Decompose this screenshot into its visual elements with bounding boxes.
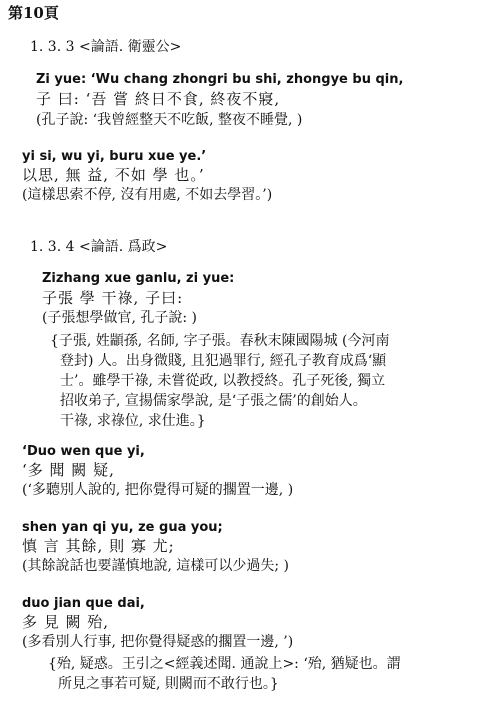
translation-line: (其餘說話也要謹慎地說, 這樣可以少過失; ) [22,558,289,574]
section-heading: 1. 3. 3 <論語. 衛靈公> [30,39,182,55]
section-heading: 1. 3. 4 <論語. 爲政> [30,239,168,255]
chinese-line: 子 曰: ‘吾 嘗 終日不食, 終夜不寢, [36,90,281,108]
translation-line: (孔子說: ‘我曾經整天不吃飯, 整夜不睡覺, ) [36,112,303,128]
chinese-line: 多 見 闕 殆, [22,613,110,631]
translation-line: (多看別人行事, 把你覺得疑惑的擱置一邊, ’) [22,634,294,650]
pinyin-line: ‘Duo wen que yi, [22,444,145,459]
translation-line: (這樣思索不停, 沒有用處, 不如去學習。’) [22,187,273,203]
annotation-line: {殆, 疑惑。王引之<經義述聞. 通說上>: ‘殆, 猶疑也。謂 [48,656,401,672]
chinese-line: ‘多 聞 闕 疑, [22,461,115,479]
translation-line: (子張想學做官, 孔子說: ) [42,310,197,326]
pinyin-line: Zizhang xue ganlu, zi yue: [42,271,235,286]
chinese-line: 子張 學 干祿, 子曰: [42,289,184,307]
pinyin-line: yi si, wu yi, buru xue ye.’ [22,149,207,164]
translation-line: (‘多聽別人說的, 把你覺得可疑的擱置一邊, ) [22,482,294,498]
chinese-line: 以思, 無 益, 不如 學 也。’ [22,166,205,184]
pinyin-line: duo jian que dai, [22,596,145,611]
chinese-line: 慎 言 其餘, 則 寡 尤; [22,537,175,555]
annotation-line: 登封) 人。出身微賤, 且犯過罪行, 經孔子教育成爲‘顯 [60,353,387,369]
annotation-line: 士’。雖學干祿, 未嘗從政, 以教授終。孔子死後, 獨立 [60,373,386,389]
page-header: 第10頁 [8,4,59,22]
annotation-line: {子張, 姓顓孫, 名師, 字子張。春秋末陳國陽城 (今河南 [50,333,390,349]
annotation-line: 所見之事若可疑, 則闕而不敢行也。} [58,676,279,692]
annotation-line: 干祿, 求祿位, 求仕進。} [60,413,206,429]
annotation-line: 招收弟子, 宣揚儒家學說, 是‘子張之儒’的創始人。 [60,393,367,409]
pinyin-line: Zi yue: ‘Wu chang zhongri bu shi, zhongye bu qin, [36,72,404,87]
pinyin-line: shen yan qi yu, ze gua you; [22,520,223,535]
